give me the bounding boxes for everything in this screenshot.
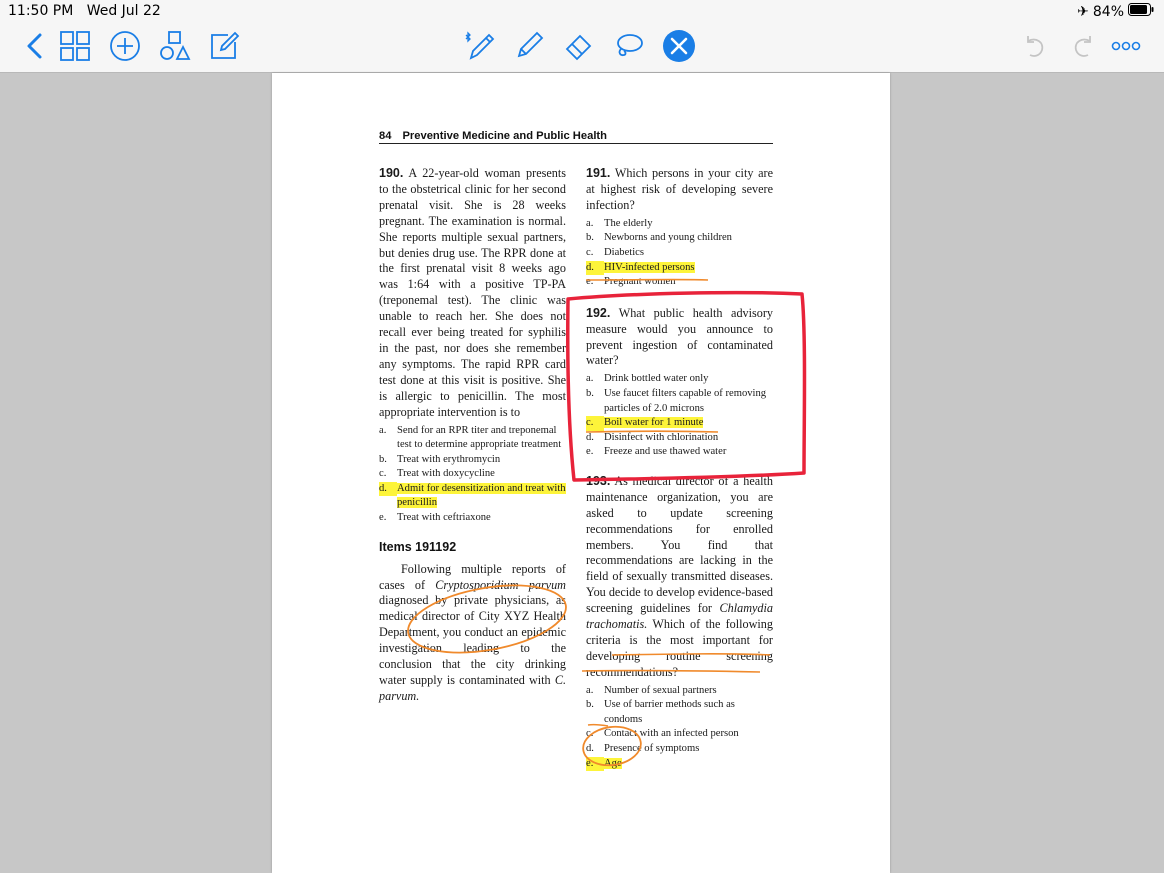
question-text: A 22-year-old woman presents to the obstetrical clinic for her second prenatal visit. She is 28 weeks pregnant. The examination is normal. She reports multiple sexual partners, but denies drug use. The RPR done at the first prenatal visit 8 weeks ago was 1:64 with a positive TP-PA (treponemal test). The clinic was unable to reach her. She does not recall ever being treated for syphilis in the past, nor does she remember any symptoms. The rapid RPR card test done at this visit is positive. She is allergic to penicillin. The most appropriate intervention is to: [379, 166, 566, 419]
edit-icon: [208, 30, 240, 62]
option-highlighted: e. Age: [586, 757, 773, 772]
undo-button[interactable]: [1016, 26, 1052, 66]
question-192: [586, 306, 773, 370]
option: e. Pregnant women: [586, 276, 676, 288]
highlighter-icon: [512, 29, 546, 63]
option: e. Treat with ceftriaxone: [379, 512, 491, 524]
option: a. Number of sexual partners: [586, 684, 717, 696]
items-heading: Items 191192: [379, 539, 457, 554]
shapes-icon: [159, 30, 191, 62]
lasso-icon: [611, 30, 645, 62]
eraser-icon: [563, 30, 595, 62]
options-193: [586, 684, 773, 772]
option: d. Presence of symptoms: [586, 743, 700, 755]
document-viewport[interactable]: [0, 73, 1164, 873]
option: a. Drink bottled water only: [586, 373, 709, 385]
options-191: [586, 217, 773, 290]
question-text: Which persons in your city are at highest risk of developing severe infection?: [586, 166, 773, 212]
option: b. Treat with erythromycin: [379, 453, 501, 465]
grid-icon: [59, 30, 91, 62]
option: c. Diabetics: [586, 246, 645, 258]
option-highlighted: c. Boil water for 1 minute: [586, 416, 773, 431]
option: e. Freeze and use thawed water: [586, 446, 727, 458]
option-highlighted: d. Admit for desensitization and treat with penicillin: [379, 482, 566, 509]
right-column: [586, 166, 773, 771]
date: Wed Jul 22: [86, 3, 161, 19]
document-page[interactable]: [272, 73, 890, 873]
option: b. Use of barrier methods such as condoms: [586, 699, 735, 725]
option: d. Disinfect with chlorination: [586, 431, 719, 443]
chevron-left-icon: [24, 32, 44, 60]
option: c. Treat with doxycycline: [379, 468, 495, 480]
question-number: 190.: [379, 166, 404, 180]
highlighter-tool-button[interactable]: [510, 26, 548, 66]
option: c. Contact with an infected person: [586, 728, 739, 740]
more-icon: [1111, 40, 1141, 52]
items-intro: Following multiple reports of cases of Cryptosporidium parvum diagnosed by private physicians, as medical director of City XYZ Health Department, you conduct an epidemic investigation leading to the conclusion that the city drinking water supply is contaminated with C. parvum.: [379, 561, 566, 703]
close-icon: [662, 29, 696, 63]
question-number: 191.: [586, 166, 611, 180]
annotations-layer: [272, 73, 890, 873]
pen-icon: [462, 29, 496, 63]
more-button[interactable]: [1108, 26, 1144, 66]
thumbnails-button[interactable]: [57, 26, 93, 66]
battery-icon: [1128, 3, 1154, 20]
running-head-title: Preventive Medicine and Public Health: [402, 130, 607, 142]
option: b. Newborns and young children: [586, 232, 732, 244]
redo-icon: [1070, 32, 1098, 60]
question-190: [379, 166, 566, 421]
status-bar: [0, 0, 1164, 22]
running-head: [379, 130, 773, 144]
left-column: [379, 166, 566, 705]
pen-tool-button[interactable]: [460, 26, 498, 66]
option: a. The elderly: [586, 217, 653, 229]
eraser-tool-button[interactable]: [561, 26, 597, 66]
battery-percent: 84%: [1092, 3, 1124, 20]
page-number: 84: [379, 130, 392, 142]
undo-icon: [1020, 32, 1048, 60]
lasso-tool-button[interactable]: [610, 26, 646, 66]
question-191: [586, 166, 773, 214]
plus-circle-icon: [109, 30, 141, 62]
time: 11:50 PM: [8, 3, 74, 19]
status-time: [8, 3, 161, 19]
status-right: [1077, 3, 1154, 20]
question-number: 192.: [586, 305, 611, 320]
options-192: [586, 372, 773, 460]
edit-button[interactable]: [206, 26, 242, 66]
options-190: [379, 424, 566, 526]
redo-button[interactable]: [1066, 26, 1102, 66]
shapes-button[interactable]: [157, 26, 193, 66]
back-button[interactable]: [16, 26, 52, 66]
question-193: 193. As medical director of a health maintenance organization, you are asked to update screening recommendations for enrolled members. You find that recommendations are lacking in the field of sexually transmitted diseases. You decide to develop evidence-based screening guidelines for Chlamydia trachomatis. Which of the following criteria is the most important for developing routine screening recommendations?: [586, 473, 774, 679]
question-text: What public health advisory measure would you announce to prevent ingestion of contaminated water?: [586, 305, 774, 368]
close-tools-button[interactable]: [661, 26, 697, 66]
add-button[interactable]: [107, 26, 143, 66]
option-highlighted: d. HIV-infected persons: [586, 261, 773, 276]
question-number: 193.: [586, 473, 611, 488]
airplane-icon: ✈: [1077, 3, 1089, 20]
option: b. Use faucet filters capable of removing particles of 2.0 microns: [586, 387, 767, 414]
option: a. Send for an RPR titer and treponemal test to determine appropriate treatment: [379, 424, 562, 451]
toolbar: [0, 22, 1164, 73]
